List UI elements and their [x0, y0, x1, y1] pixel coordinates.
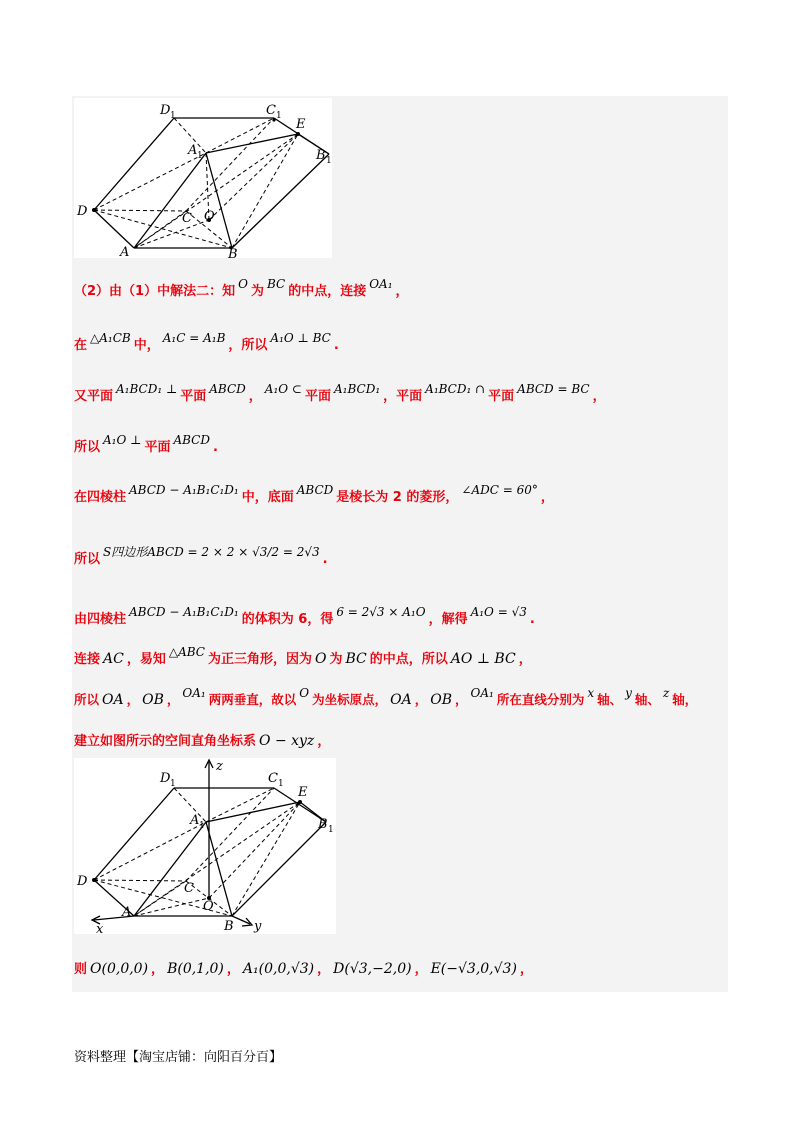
- label-c1: C: [266, 103, 276, 118]
- label-d1: D: [160, 103, 171, 118]
- label-a1: A: [190, 813, 200, 828]
- prism-figure-1: [74, 98, 332, 258]
- label-a: A: [120, 245, 130, 258]
- label-c: C: [184, 881, 194, 896]
- label-z-axis: z: [216, 759, 223, 774]
- svg-text:1: 1: [328, 825, 334, 835]
- label-c1: C: [268, 771, 278, 786]
- prism-figure-2-coordinates: [74, 758, 336, 934]
- label-a: A: [122, 905, 132, 920]
- line-4: 所以 A₁O ⊥ 平面 ABCD .: [74, 433, 218, 455]
- page-footer: 资料整理【淘宝店铺：向阳百分百】: [74, 1050, 283, 1065]
- label-b: B: [224, 919, 234, 934]
- label-o: O: [203, 899, 214, 914]
- label-e: E: [298, 785, 308, 800]
- svg-text:1: 1: [199, 821, 205, 831]
- label-c: C: [182, 211, 192, 226]
- label-b: B: [228, 247, 238, 258]
- line-5: 在四棱柱 ABCD − A₁B₁C₁D₁ 中，底面 ABCD 是棱长为 2 的菱形， ∠ADC = 60° ，: [74, 483, 554, 505]
- label-b1: B: [316, 148, 326, 163]
- line-6: 所以 S四边形ABCD = 2 × 2 × √3/2 = 2√3 .: [74, 545, 328, 567]
- label-x-axis: x: [96, 922, 104, 934]
- svg-text:1: 1: [276, 111, 282, 121]
- line-2: 在 △A₁CB 中， A₁C = A₁B ，所以 A₁O ⊥ BC .: [74, 331, 339, 353]
- line-8: 连接 AC ，易知 △ABC 为正三角形，因为 O 为 BC 的中点，所以 AO ⊥ BC ，: [74, 645, 532, 667]
- line-9: 所以 OA ， OB ， OA₁ 两两垂直，故以 O 为坐标原点， OA ， OB ， OA₁ 所在直线分别为 x 轴、 y 轴、 z 轴，: [74, 686, 698, 708]
- label-d: D: [77, 204, 88, 219]
- line-10: 建立如图所示的空间直角坐标系 O − xyz ，: [74, 733, 331, 749]
- svg-text:1: 1: [278, 779, 284, 789]
- line-7: 由四棱柱 ABCD − A₁B₁C₁D₁ 的体积为 6，得 6 = 2√3 × A₁O ，解得 A₁O = √3 .: [74, 605, 535, 627]
- svg-text:1: 1: [326, 156, 332, 166]
- label-d1: D: [160, 771, 171, 786]
- label-a1: A: [188, 143, 198, 158]
- line-11: 则 O(0,0,0) ， B(0,1,0) ， A₁(0,0,√3) ， D(√3,−2,0) ， E(−√3,0,√3) ，: [74, 961, 533, 977]
- label-d: D: [77, 874, 88, 889]
- label-e: E: [296, 117, 306, 132]
- line-3: 又平面 A₁BCD₁ ⊥ 平面 ABCD ， A₁O ⊂ 平面 A₁BCD₁ ，平面 A₁BCD₁ ∩ 平面 ABCD = BC ，: [74, 382, 606, 404]
- svg-text:1: 1: [197, 151, 203, 161]
- label-y-axis: y: [254, 919, 262, 934]
- line-1: （2）由（1）中解法二：知 O 为 BC 的中点，连接 OA₁ ，: [74, 277, 409, 299]
- svg-text:1: 1: [170, 111, 176, 121]
- label-b1: B: [318, 817, 328, 832]
- svg-text:1: 1: [170, 779, 176, 789]
- label-o: O: [204, 209, 215, 224]
